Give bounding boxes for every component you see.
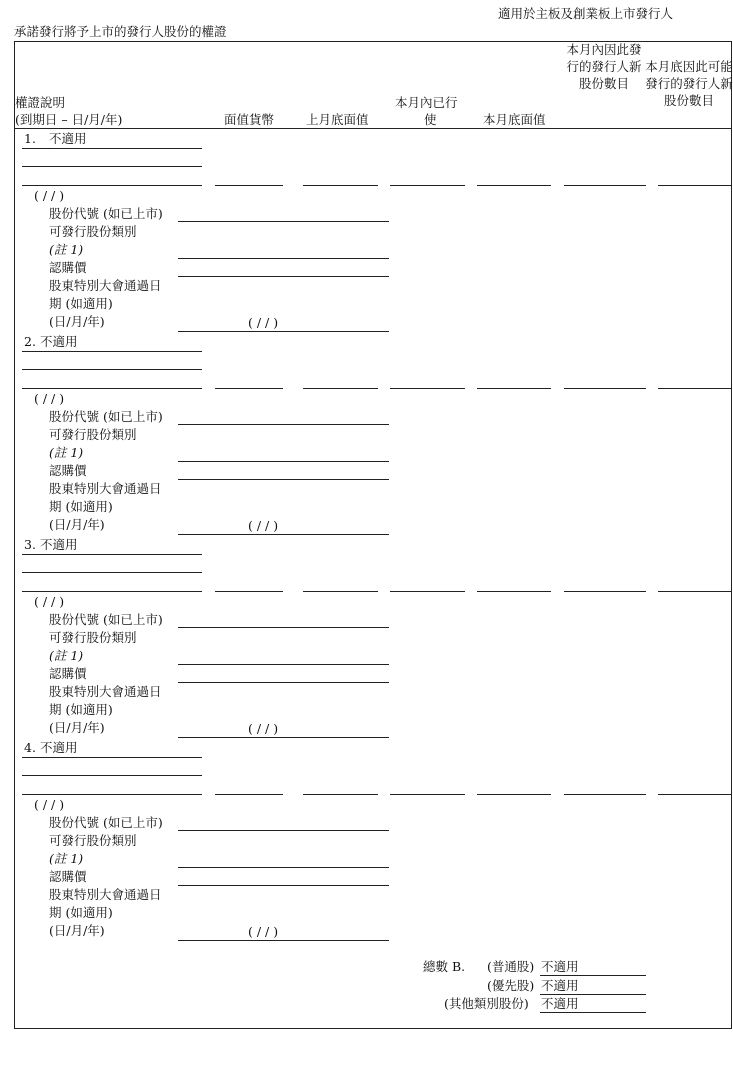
entry-line [564,591,646,592]
warrant-section [0,536,733,739]
egm-date-line [178,331,389,332]
entry-line [477,185,551,186]
totals-ordinary-label: (普通股) [487,959,535,974]
egm-label-line2: 期 (如適用) [49,905,113,920]
egm-label-line1: 股東特別大會通過日 [49,278,162,293]
entry-line [303,794,378,795]
name-line [22,388,202,389]
egm-date-line [178,940,389,941]
share-class-label: 可發行股份類別 [49,224,137,239]
stock-code-label: 股份代號 (如已上市) [49,815,163,830]
egm-label-line2: 期 (如適用) [49,296,113,311]
note-label: (註 1) [49,242,84,257]
name-line [22,369,202,370]
totals-other-line [540,1012,646,1013]
entry-line [215,794,283,795]
subscription-price-label: 認購價 [49,260,87,275]
totals-preference-line [540,994,646,995]
totals-other-label: (其他類別股份) [444,996,529,1011]
name-line [22,351,202,352]
name-line [22,591,202,592]
entry-line [390,388,465,389]
col-description-line1: 權證說明 [15,95,66,110]
section-title: 承諾發行將予上市的發行人股份的權證 [14,24,227,39]
share-class-line [178,664,389,665]
share-class-line [178,258,389,259]
egm-date: ( / / ) [248,721,279,736]
expiry-date: ( / / ) [34,594,65,609]
entry-line [215,185,283,186]
egm-label-line3: (日/月/年) [49,314,105,329]
egm-label-line3: (日/月/年) [49,923,105,938]
warrant-section [0,130,733,333]
egm-date-line [178,534,389,535]
subscription-price-line [178,885,389,886]
egm-label-line2: 期 (如適用) [49,499,113,514]
entry-line [215,388,283,389]
entry-line [390,591,465,592]
share-class-line [178,461,389,462]
warrant-number: 4. [24,740,36,755]
warrant-name: 不適用 [49,131,87,146]
egm-label-line3: (日/月/年) [49,517,105,532]
totals-ordinary-line [540,975,646,976]
col-shares-issuable: 本月底因此可能發行的發行人新股份數目 [645,59,733,108]
entry-line [564,794,646,795]
totals-preference-label: (優先股) [487,978,535,993]
subscription-price-label: 認購價 [49,869,87,884]
warrant-name: 不適用 [40,334,78,349]
entry-line [215,591,283,592]
egm-date: ( / / ) [248,315,279,330]
subscription-price-label: 認購價 [49,666,87,681]
warrant-name: 不適用 [40,740,78,755]
name-line [22,148,202,149]
col-currency: 面值貨幣 [224,112,275,127]
name-line [22,794,202,795]
entry-line [658,388,732,389]
entry-line [564,388,646,389]
stock-code-label: 股份代號 (如已上市) [49,409,163,424]
entry-line [477,591,551,592]
egm-label-line1: 股東特別大會通過日 [49,481,162,496]
egm-label-line2: 期 (如適用) [49,702,113,717]
subscription-price-line [178,682,389,683]
egm-date: ( / / ) [248,924,279,939]
entry-line [303,388,378,389]
col-month-end-nominal: 本月底面值 [483,112,546,127]
totals-preference-value: 不適用 [541,978,579,993]
subscription-price-label: 認購價 [49,463,87,478]
stock-code-line [178,424,389,425]
entry-line [303,185,378,186]
warrant-section [0,739,733,942]
entry-line [658,185,732,186]
entry-line [477,794,551,795]
col-description-line2: (到期日 – 日/月/年) [15,112,123,127]
entry-line [477,388,551,389]
name-line [22,166,202,167]
col-shares-issued: 本月內因此發行的發行人新股份數目 [566,42,642,91]
entry-line [658,794,732,795]
expiry-date: ( / / ) [34,188,65,203]
share-class-label: 可發行股份類別 [49,833,137,848]
share-class-label: 可發行股份類別 [49,427,137,442]
warrant-number: 3. [24,537,36,552]
totals-other-value: 不適用 [541,996,579,1011]
warrant-number: 2. [24,334,36,349]
name-line [22,185,202,186]
share-class-label: 可發行股份類別 [49,630,137,645]
totals-label: 總數 B. [423,959,466,974]
entry-line [564,185,646,186]
expiry-date: ( / / ) [34,797,65,812]
note-label: (註 1) [49,648,84,663]
name-line [22,775,202,776]
header-divider [14,128,732,129]
totals-ordinary-value: 不適用 [541,959,579,974]
egm-label-line1: 股東特別大會通過日 [49,684,162,699]
entry-line [303,591,378,592]
stock-code-line [178,221,389,222]
entry-line [390,185,465,186]
warrant-section [0,333,733,536]
note-label: (註 1) [49,445,84,460]
egm-label-line1: 股東特別大會通過日 [49,887,162,902]
entry-line [658,591,732,592]
col-prev-month-nominal: 上月底面值 [306,112,369,127]
note-label: (註 1) [49,851,84,866]
warrant-name: 不適用 [40,537,78,552]
egm-date: ( / / ) [248,518,279,533]
expiry-date: ( / / ) [34,391,65,406]
col-exercised-line1: 本月內已行 [395,95,458,110]
entry-line [390,794,465,795]
applicability-note: 適用於主板及創業板上市發行人 [498,6,674,21]
egm-label-line3: (日/月/年) [49,720,105,735]
subscription-price-line [178,276,389,277]
name-line [22,572,202,573]
name-line [22,554,202,555]
stock-code-label: 股份代號 (如已上市) [49,206,163,221]
egm-date-line [178,737,389,738]
share-class-line [178,867,389,868]
stock-code-line [178,830,389,831]
name-line [22,757,202,758]
col-exercised-line2: 使 [424,112,437,127]
stock-code-label: 股份代號 (如已上市) [49,612,163,627]
subscription-price-line [178,479,389,480]
warrant-number: 1. [24,131,36,146]
stock-code-line [178,627,389,628]
